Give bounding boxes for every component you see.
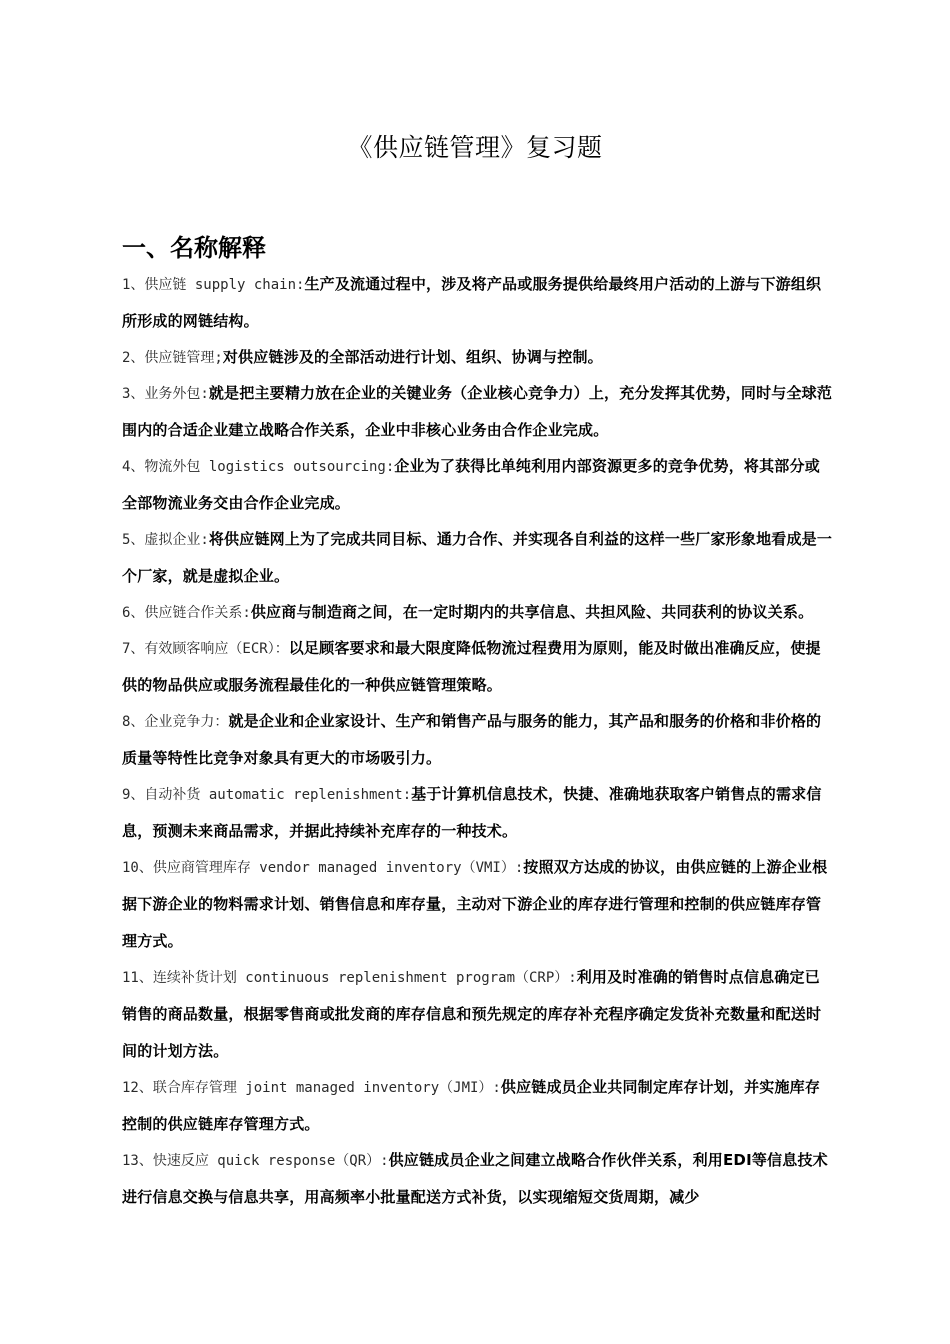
definition-item [122,1069,834,1143]
definition-term: 2、供应链管理; [122,350,223,366]
document-title: 《供应链管理》复习题 [347,133,603,162]
definition-item [122,1142,834,1216]
definition-text: 供应链成员企业之间建立战略合作伙伴关系，利用EDI等信息技术进行信息交换与信息共享，用高频率小批量配送方式补货，以实现缩短交货周期，减少 [122,1151,828,1206]
definition-term: 11、连续补货计划 continuous replenishment program（CRP）: [122,970,577,986]
definition-text: 供应商与制造商之间，在一定时期内的共享信息、共担风险、共同获利的协议关系。 [250,603,814,621]
definition-text: 企业为了获得比单纯利用内部资源更多的竞争优势，将其部分或全部物流业务交由合作企业完成。 [122,457,820,512]
definition-item [122,448,834,522]
definition-term: 10、供应商管理库存 vendor managed inventory（VMI）: [122,860,524,876]
definition-text: 以足顾客要求和最大限度降低物流过程费用为原则，能及时做出准确反应，使提供的物品供应或服务流程最佳化的一种供应链管理策略。 [122,639,821,694]
definition-item [122,776,834,850]
definition-item [122,266,834,340]
definition-term: 4、物流外包 logistics outsourcing: [122,459,395,475]
definition-list [122,266,834,1216]
definition-text: 按照双方达成的协议，由供应链的上游企业根据下游企业的物料需求计划、销售信息和库存量，主动对下游企业的库存进行管理和控制的供应链库存管理方式。 [122,858,828,950]
definition-text: 供应链成员企业共同制定库存计划，并实施库存控制的供应链库存管理方式。 [122,1078,821,1133]
definition-term: 13、快速反应 quick response（QR）: [122,1153,389,1169]
definition-item [122,959,834,1070]
definition-text: 利用及时准确的销售时点信息确定已销售的商品数量，根据零售商或批发商的库存信息和预先规定的库存补充程序确定发货补充数量和配送时间的计划方法。 [122,968,822,1060]
definition-term: 1、供应链 supply chain: [122,277,305,293]
definition-text: 就是企业和企业家设计、生产和销售产品与服务的能力，其产品和服务的价格和非价格的质量等特性比竞争对象具有更大的市场吸引力。 [122,712,822,767]
definition-term: 5、虚拟企业: [122,532,209,548]
definition-item [122,703,834,777]
definition-text: 对供应链涉及的全部活动进行计划、组织、协调与控制。 [222,348,603,366]
definition-item [122,849,834,960]
definition-text: 将供应链网上为了完成共同目标、通力合作、并实现各自利益的这样一些厂家形象地看成是一个厂家，就是虚拟企业。 [122,530,833,585]
definition-text: 就是把主要精力放在企业的关键业务（企业核心竞争力）上，充分发挥其优势，同时与全球范围内的合适企业建立战略合作关系，企业中非核心业务由合作企业完成。 [122,384,833,439]
definition-term: 7、有效顾客响应（ECR）： [122,641,289,657]
definition-term: 12、联合库存管理 joint managed inventory（JMI）: [122,1080,501,1096]
definition-item [122,630,834,704]
definition-item [122,594,834,631]
definition-term: 3、业务外包: [122,386,209,402]
definition-item [122,375,834,449]
definition-term: 8、企业竞争力： [122,714,229,730]
section-heading: 一、名称解释 [122,234,266,262]
definition-item [122,339,834,376]
definition-term: 9、自动补货 automatic replenishment: [122,787,412,803]
definition-term: 6、供应链合作关系: [122,605,251,621]
definition-text: 生产及流通过程中，涉及将产品或服务提供给最终用户活动的上游与下游组织所形成的网链结构。 [122,275,822,330]
definition-text: 基于计算机信息技术，快捷、准确地获取客户销售点的需求信息，预测未来商品需求，并据此持续补充库存的一种技术。 [122,785,822,840]
definition-item [122,521,834,595]
